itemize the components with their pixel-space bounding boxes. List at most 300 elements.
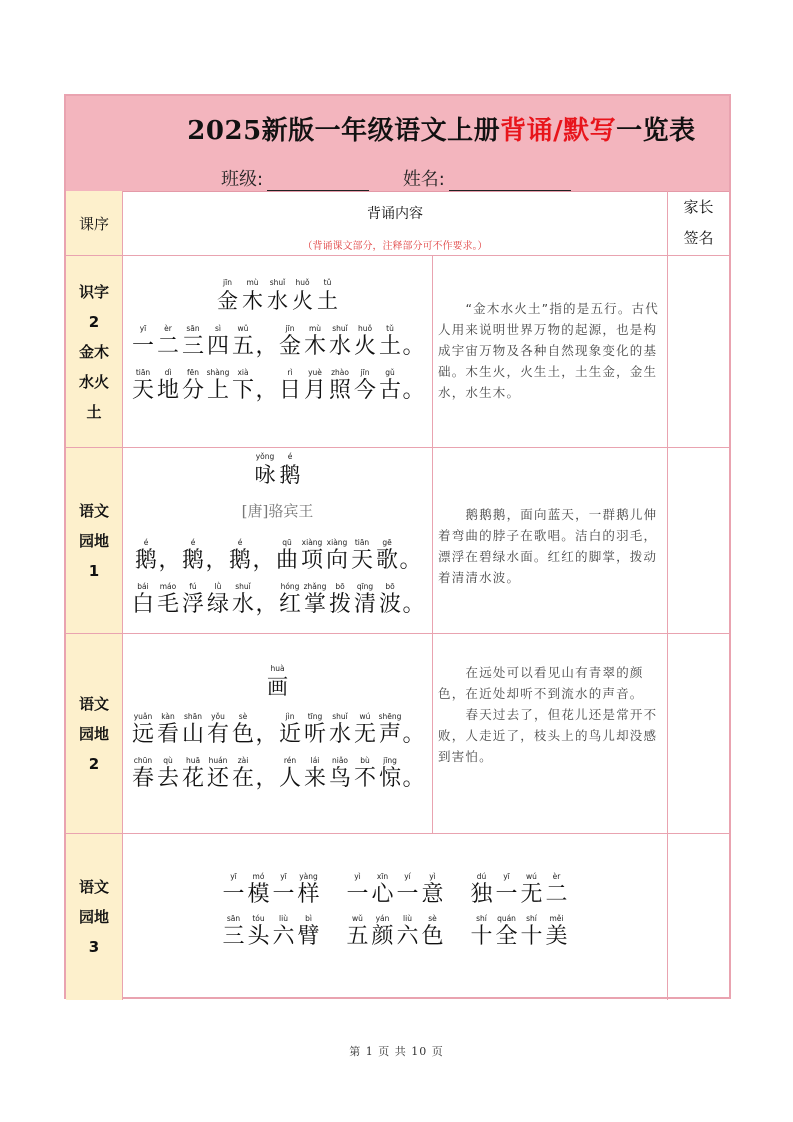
hanzi: 白 [131, 592, 154, 617]
hanzi-with-pinyin [328, 324, 353, 360]
punctuation [206, 538, 228, 574]
hanzi-with-pinyin [215, 278, 240, 314]
idiom [469, 872, 569, 908]
punctuation [403, 756, 425, 792]
hanzi: 一 [495, 882, 518, 907]
hanzi: 歌 [375, 548, 398, 573]
pinyin: mó [252, 872, 265, 881]
pinyin: yǒu [211, 712, 225, 721]
recitation-content-cell [123, 448, 433, 633]
recitation-table [64, 94, 731, 999]
hanzi: 水 [328, 334, 351, 359]
annotation-text [438, 662, 662, 767]
pinyin: sān [186, 324, 200, 333]
punctuation [256, 368, 278, 404]
pinyin: tǔ [386, 324, 394, 333]
pinyin: rì [287, 368, 293, 377]
pinyin: zhào [331, 368, 349, 377]
hanzi-with-pinyin [181, 756, 206, 792]
pinyin: qū [282, 538, 292, 547]
hanzi-with-pinyin [265, 664, 290, 700]
pinyin: xiàng [326, 538, 348, 547]
class-field[interactable] [267, 172, 369, 191]
header-content-cell [123, 191, 668, 255]
table-row [66, 256, 729, 448]
pinyin: èr [164, 324, 172, 333]
hanzi: 鹅 [279, 463, 301, 487]
hanzi-with-pinyin [544, 872, 569, 908]
hanzi: 水 [328, 722, 351, 747]
hanzi: 五 [231, 334, 254, 359]
pinyin: měi [549, 914, 564, 923]
hanzi-with-pinyin [231, 712, 256, 748]
lesson-seq-text: 2 [88, 312, 100, 331]
pinyin: sān [226, 914, 241, 923]
idiom-line [123, 914, 667, 950]
pinyin: liù [403, 914, 412, 923]
pinyin: dì [164, 368, 172, 377]
annotation-paragraph: “金木水火土”指的是五行。古代人用来说明世界万物的起源，也是构成宇宙万物及各种自然现象变化的基础。木生火，火生土，土生金，金生水，水生木。 [438, 301, 659, 400]
pinyin: yàng [299, 872, 318, 881]
pinyin: shēng [378, 712, 402, 721]
hanzi: 浮 [181, 592, 204, 617]
hanzi-with-pinyin [206, 324, 231, 360]
hanzi-with-pinyin [328, 756, 353, 792]
hanzi-with-pinyin [181, 368, 206, 404]
idiom [345, 914, 445, 950]
hanzi: 意 [421, 882, 444, 907]
hanzi-with-pinyin [278, 452, 303, 488]
pinyin: xiàng [301, 538, 323, 547]
hanzi: 掌 [303, 592, 326, 617]
poem-line [123, 712, 432, 748]
hanzi: 波 [378, 592, 401, 617]
pinyin: liù [279, 914, 288, 923]
hanzi-with-pinyin [278, 712, 303, 748]
hanzi-with-pinyin [395, 872, 420, 908]
recitation-content-cell [123, 256, 433, 447]
hanzi: 去 [156, 766, 179, 791]
pinyin: zhǎng [303, 582, 327, 591]
hanzi: 下 [231, 378, 254, 403]
table-row [66, 834, 729, 1000]
hanzi-with-pinyin [303, 712, 328, 748]
hanzi: 拨 [328, 592, 351, 617]
hanzi: 六 [396, 924, 419, 949]
hanzi: 一 [222, 882, 245, 907]
hanzi-with-pinyin [544, 914, 569, 950]
hanzi-with-pinyin [469, 872, 494, 908]
hanzi-with-pinyin [278, 324, 303, 360]
punctuation [403, 712, 425, 748]
lesson-seq-text: 水火 [78, 372, 109, 391]
hanzi: 鹅 [134, 548, 157, 573]
hanzi-with-pinyin [181, 324, 206, 360]
hanzi: 曲 [275, 548, 298, 573]
pinyin: tiān [354, 538, 370, 547]
lesson-seq-text: 3 [88, 938, 100, 956]
hanzi: 四 [206, 334, 229, 359]
title-prefix: 2025新版一年级语文上册 [187, 116, 501, 146]
hanzi: 金 [278, 334, 301, 359]
hanzi: ， [205, 548, 228, 573]
page-title [66, 110, 729, 147]
pinyin: xià [237, 368, 249, 377]
pinyin: quán [497, 914, 516, 923]
hanzi-with-pinyin [353, 368, 378, 404]
hanzi-with-pinyin [519, 914, 544, 950]
lesson-seq-text: 园地 [78, 531, 109, 550]
hanzi-with-pinyin [231, 582, 256, 618]
pinyin: shí [526, 914, 537, 923]
hanzi: ， [252, 548, 275, 573]
parent-signature-cell[interactable] [668, 256, 729, 447]
pinyin: èr [552, 872, 561, 881]
punctuation [256, 756, 278, 792]
hanzi-with-pinyin [300, 538, 325, 574]
hanzi: ， [255, 334, 278, 359]
hanzi: 红 [278, 592, 301, 617]
pinyin: huǒ [295, 278, 310, 287]
lesson-seq-text: 2 [88, 754, 100, 773]
hanzi: 有 [206, 722, 229, 747]
poem-line [123, 368, 432, 404]
hanzi: ， [255, 722, 278, 747]
header-seq-cell [66, 191, 123, 255]
hanzi: 项 [300, 548, 323, 573]
hanzi: 头 [247, 924, 270, 949]
student-info-line [221, 165, 599, 191]
lesson-seq-text: 1 [88, 561, 100, 580]
pinyin: xīn [376, 872, 389, 881]
pinyin: tǔ [323, 278, 332, 287]
pinyin: tóu [252, 914, 265, 923]
annotation-text [438, 298, 662, 403]
annotation-text [438, 504, 662, 588]
pinyin: jīn [223, 278, 232, 287]
hanzi: 。 [402, 334, 425, 359]
hanzi: 分 [181, 378, 204, 403]
header-sign-cell [668, 191, 729, 255]
pinyin: wǔ [352, 914, 363, 923]
hanzi-with-pinyin [370, 872, 395, 908]
hanzi-with-pinyin [131, 712, 156, 748]
poem-author: [唐]骆宾王 [241, 502, 314, 520]
hanzi: 木 [242, 289, 263, 313]
hanzi: 地 [156, 378, 179, 403]
hanzi-with-pinyin [156, 582, 181, 618]
lesson-seq-cell [66, 634, 123, 833]
poem-title [123, 664, 432, 700]
pinyin: lǜ [214, 582, 222, 591]
pinyin: qù [163, 756, 173, 765]
title-highlight: 背诵/默写 [500, 116, 617, 146]
hanzi: 全 [495, 924, 518, 949]
hanzi-with-pinyin [315, 278, 340, 314]
hanzi-with-pinyin [303, 368, 328, 404]
pinyin: zài [237, 756, 249, 765]
punctuation [403, 324, 425, 360]
hanzi: 火 [353, 334, 376, 359]
hanzi-with-pinyin [231, 368, 256, 404]
pinyin: gǔ [385, 368, 395, 377]
hanzi: 看 [156, 722, 179, 747]
pinyin: mù [308, 324, 322, 333]
recitation-content-cell [123, 634, 433, 833]
hanzi-with-pinyin [345, 914, 370, 950]
hanzi: 一 [272, 882, 295, 907]
hanzi-with-pinyin [395, 914, 420, 950]
hanzi: 还 [206, 766, 229, 791]
hanzi: 清 [353, 592, 376, 617]
parent-signature-cell[interactable] [668, 634, 729, 833]
hanzi: 金 [217, 289, 238, 313]
pinyin: é [287, 452, 293, 461]
hanzi-with-pinyin [420, 872, 445, 908]
pinyin: fēn [186, 368, 199, 377]
hanzi-with-pinyin [206, 368, 231, 404]
lesson-seq-text: 金木 [78, 342, 109, 361]
hanzi: 臂 [297, 924, 320, 949]
hanzi-with-pinyin [231, 324, 256, 360]
hanzi: 月 [303, 378, 326, 403]
hanzi-with-pinyin [378, 368, 403, 404]
annotation-cell [433, 256, 668, 447]
hanzi: 一 [396, 882, 419, 907]
hanzi-with-pinyin [181, 582, 206, 618]
hanzi: 上 [206, 378, 229, 403]
hanzi: 。 [399, 548, 422, 573]
lesson-seq-text: 园地 [78, 724, 109, 743]
poem-line [123, 582, 432, 618]
hanzi-with-pinyin [303, 756, 328, 792]
table-row [66, 448, 729, 634]
name-label: 姓名: [402, 169, 445, 190]
pinyin: é [190, 538, 196, 547]
hanzi: 向 [325, 548, 348, 573]
hanzi: 十 [470, 924, 493, 949]
pinyin: shuǐ [332, 324, 348, 333]
hanzi: 山 [181, 722, 204, 747]
hanzi-with-pinyin [221, 872, 246, 908]
hanzi-with-pinyin [271, 872, 296, 908]
table-row [66, 634, 729, 834]
hanzi: 在 [231, 766, 254, 791]
hanzi: 今 [353, 378, 376, 403]
pinyin: huán [208, 756, 228, 765]
hanzi: 心 [371, 882, 394, 907]
hanzi: 画 [267, 675, 288, 699]
hanzi: 咏 [254, 463, 276, 487]
hanzi-with-pinyin [181, 712, 206, 748]
hanzi-with-pinyin [278, 582, 303, 618]
hanzi-with-pinyin [131, 324, 156, 360]
hanzi: 鸟 [328, 766, 351, 791]
pinyin: wǔ [237, 324, 249, 333]
pinyin: niǎo [331, 756, 349, 765]
hanzi-with-pinyin [494, 872, 519, 908]
parent-signature-cell[interactable] [668, 448, 729, 633]
lesson-seq-text: 园地 [78, 908, 109, 926]
hanzi: 土 [378, 334, 401, 359]
hanzi: 十 [520, 924, 543, 949]
punctuation [256, 712, 278, 748]
hanzi-with-pinyin [206, 756, 231, 792]
hanzi-with-pinyin [181, 538, 206, 574]
punctuation [256, 582, 278, 618]
hanzi: ， [255, 766, 278, 791]
page-footer: 第 1 页 共 10 页 [349, 1045, 444, 1058]
annotation-cell [433, 634, 668, 833]
hanzi: 二 [156, 334, 179, 359]
hanzi: 样 [297, 882, 320, 907]
pinyin: kàn [161, 712, 175, 721]
parent-signature-cell[interactable] [668, 834, 729, 1000]
hanzi-with-pinyin [221, 914, 246, 950]
hanzi-with-pinyin [353, 582, 378, 618]
hanzi-with-pinyin [253, 452, 278, 488]
hanzi-with-pinyin [353, 712, 378, 748]
punctuation [159, 538, 181, 574]
hanzi: 人 [278, 766, 301, 791]
header-sign-label-2: 签名 [683, 229, 714, 247]
name-field[interactable] [449, 172, 571, 191]
pinyin: yuè [308, 368, 322, 377]
annotation-paragraph: 在远处可以看见山有青翠的颜色，在近处却听不到流水的声音。 [438, 665, 644, 701]
hanzi-with-pinyin [278, 368, 303, 404]
pinyin: dú [476, 872, 487, 881]
hanzi-with-pinyin [303, 582, 328, 618]
punctuation [403, 582, 425, 618]
hanzi-with-pinyin [134, 538, 159, 574]
hanzi-with-pinyin [353, 324, 378, 360]
hanzi-with-pinyin [420, 914, 445, 950]
hanzi: 来 [303, 766, 326, 791]
pinyin: lái [310, 756, 320, 765]
pinyin: tiān [135, 368, 151, 377]
idiom [221, 872, 321, 908]
hanzi-with-pinyin [131, 368, 156, 404]
hanzi: 声 [378, 722, 401, 747]
hanzi-with-pinyin [246, 872, 271, 908]
hanzi: 火 [292, 289, 313, 313]
hanzi: 色 [421, 924, 444, 949]
poem-line [123, 538, 432, 574]
hanzi-with-pinyin [303, 324, 328, 360]
hanzi: 鹅 [228, 548, 251, 573]
idiom [469, 914, 569, 950]
hanzi-with-pinyin [156, 324, 181, 360]
pinyin: é [143, 538, 149, 547]
pinyin: huā [185, 756, 201, 765]
lesson-seq-cell [66, 448, 123, 633]
pinyin: yuǎn [133, 712, 153, 721]
hanzi-with-pinyin [275, 538, 300, 574]
hanzi: 色 [231, 722, 254, 747]
pinyin: sì [215, 324, 221, 333]
hanzi-with-pinyin [206, 712, 231, 748]
pinyin: gē [382, 538, 392, 547]
hanzi: 美 [545, 924, 568, 949]
hanzi: 水 [231, 592, 254, 617]
hanzi: 一 [346, 882, 369, 907]
pinyin: wú [359, 712, 371, 721]
pinyin: shuǐ [269, 278, 286, 287]
lesson-seq-text: 识字 [78, 282, 109, 301]
header-content-note: （背诵课文部分，注释部分可不作要求。） [302, 241, 488, 252]
hanzi-with-pinyin [131, 756, 156, 792]
pinyin: jìn [285, 712, 295, 721]
hanzi: 无 [520, 882, 543, 907]
pinyin: jīng [383, 756, 397, 765]
hanzi: 独 [470, 882, 493, 907]
pinyin: qīng [356, 582, 374, 591]
lesson-seq-cell [66, 834, 123, 1000]
hanzi-with-pinyin [494, 914, 519, 950]
header-content-label: 背诵内容 [367, 206, 423, 222]
hanzi: 远 [131, 722, 154, 747]
poem-line [123, 324, 432, 360]
pinyin: yí [404, 872, 411, 881]
pinyin: yī [139, 324, 147, 333]
hanzi: 天 [131, 378, 154, 403]
hanzi: 模 [247, 882, 270, 907]
hanzi: 。 [402, 592, 425, 617]
pinyin: yī [230, 872, 237, 881]
hanzi: 二 [545, 882, 568, 907]
pinyin: shàng [206, 368, 230, 377]
hanzi-with-pinyin [378, 756, 403, 792]
pinyin: yì [354, 872, 361, 881]
pinyin: shí [476, 914, 487, 923]
title-banner [66, 96, 729, 192]
hanzi-with-pinyin [328, 582, 353, 618]
annotation-paragraph: 春天过去了，但花儿还是常开不败，人走近了，枝头上的鸟儿却没感到害怕。 [438, 707, 658, 764]
lesson-seq-text: 土 [86, 402, 102, 421]
hanzi-with-pinyin [519, 872, 544, 908]
pinyin: yán [375, 914, 390, 923]
hanzi-with-pinyin [228, 538, 253, 574]
punctuation [253, 538, 275, 574]
recitation-content-cell [123, 834, 668, 1000]
hanzi: 五 [346, 924, 369, 949]
pinyin: bō [335, 582, 345, 591]
idiom [221, 914, 321, 950]
pinyin: sè [428, 914, 437, 923]
class-label: 班级: [221, 169, 264, 190]
hanzi: 毛 [156, 592, 179, 617]
pinyin: hóng [280, 582, 300, 591]
hanzi: 绿 [206, 592, 229, 617]
hanzi-with-pinyin [469, 914, 494, 950]
lesson-seq-text: 语文 [78, 694, 109, 713]
hanzi: ， [255, 378, 278, 403]
hanzi: 照 [328, 378, 351, 403]
hanzi-with-pinyin [378, 712, 403, 748]
hanzi-with-pinyin [265, 278, 290, 314]
pinyin: huǒ [357, 324, 373, 333]
hanzi: 近 [278, 722, 301, 747]
hanzi: ， [255, 592, 278, 617]
pinyin: shuǐ [235, 582, 251, 591]
hanzi-with-pinyin [246, 914, 271, 950]
pinyin: jīn [360, 368, 370, 377]
hanzi: ， [158, 548, 181, 573]
poem-title [123, 452, 432, 488]
hanzi-with-pinyin [156, 712, 181, 748]
hanzi-with-pinyin [345, 872, 370, 908]
hanzi-with-pinyin [290, 278, 315, 314]
